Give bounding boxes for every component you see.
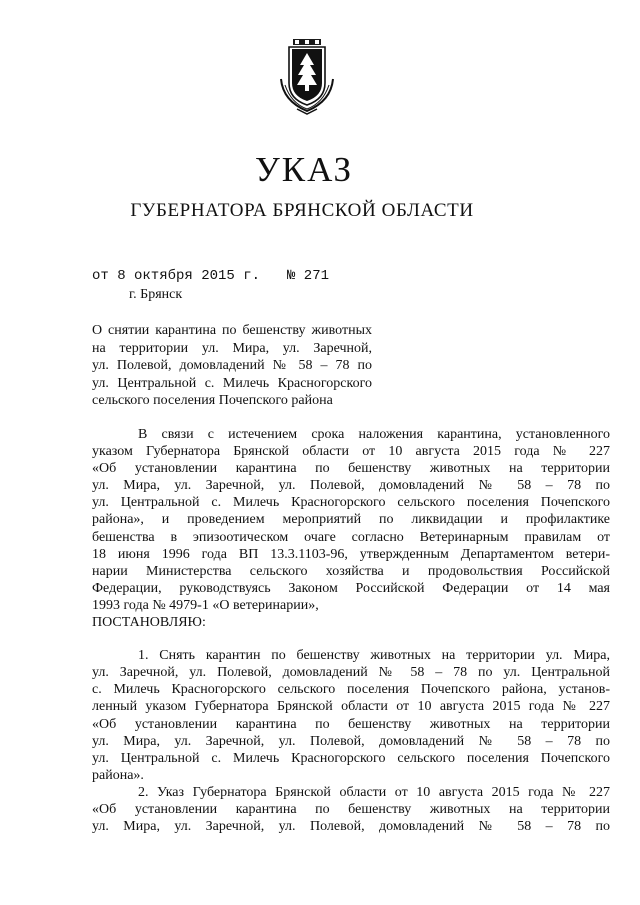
subject-line: О снятии карантина по бешенству животных — [92, 323, 372, 338]
item1-line: ул. Центральной с. Милечь Красногорского сельского поселения Почепского — [92, 750, 610, 766]
subject-line: ул. Центральной с. Милечь Красногорского — [92, 375, 372, 391]
item2-line: «Об установлении карантина по бешенству животных на территории — [92, 801, 610, 817]
decree-date: от 8 октября 2015 г. — [92, 268, 261, 284]
preamble-line: 18 июня 1996 года ВП 13.3.1103-96, утвержденным Департаментом ветери- — [92, 546, 610, 562]
preamble-line: нарии Министерства сельского хозяйства и продовольствия Российской — [92, 563, 610, 579]
preamble-line: Федерации, руководствуясь Законом Российской Федерации от 14 мая — [92, 580, 610, 596]
preamble-line: В связи с истечением срока наложения карантина, установленного — [138, 427, 610, 442]
preamble-line: «Об установлении карантина по бешенству животных на территории — [92, 461, 610, 477]
document-title: УКАЗ — [254, 150, 354, 189]
document-subtitle: ГУБЕРНАТОРА БРЯНСКОЙ ОБЛАСТИ — [130, 200, 474, 221]
subject-line: ул. Полевой, домовладений № 58 – 78 по — [92, 358, 372, 373]
preamble-line: 1993 года № 4979-1 «О ветеринарии», — [92, 597, 319, 613]
decree-number: № 271 — [287, 268, 330, 284]
item1-line: ул. Мира, ул. Заречной, ул. Полевой, домовладений № 58 – 78 по — [92, 733, 610, 749]
item1-line: ул. Заречной, ул. Полевой, домовладений № 58 – 78 по ул. Центральной — [92, 665, 610, 681]
date-number-line — [92, 268, 330, 284]
item1-line: района». — [92, 767, 144, 783]
preamble-line: указом Губернатора Брянской области от 10 августа 2015 года № 227 — [92, 444, 610, 460]
decree-body — [92, 426, 610, 835]
item2-line: 2. Указ Губернатора Брянской области от 10 августа 2015 года № 227 — [138, 784, 610, 800]
item2-line: ул. Мира, ул. Заречной, ул. Полевой, домовладений № 58 – 78 по — [92, 819, 610, 835]
decree-word: ПОСТАНОВЛЯЮ: — [92, 615, 206, 631]
preamble-line: района», и проведением мероприятий по ликвидации и профилактике — [92, 512, 610, 528]
subject-line: сельского поселения Почепского района — [92, 393, 333, 408]
decree-city: г. Брянск — [129, 287, 183, 302]
preamble-line: ул. Центральной с. Милечь Красногорского сельского поселения Почепского — [92, 495, 610, 511]
preamble-line: ул. Мира, ул. Заречной, ул. Полевой, домовладений № 58 – 78 по — [92, 478, 610, 494]
subject-line: на территории ул. Мира, ул. Заречной, — [92, 340, 372, 356]
item1-line: «Об установлении карантина по бешенству животных на территории — [92, 716, 610, 732]
item1-line: ленный указом Губернатора Брянской области от 10 августа 2015 года № 227 — [92, 699, 610, 715]
bryansk-coat-of-arms-icon — [279, 39, 335, 115]
item1-line: 1. Снять карантин по бешенству животных на территории ул. Мира, — [138, 648, 610, 664]
preamble-line: бешенства в эпизоотическом очаге согласно Ветеринарным правилам от — [92, 529, 610, 545]
decree-subject — [92, 322, 372, 410]
item1-line: с. Милечь Красногорского сельского поселения Почепского района, установ- — [92, 682, 610, 698]
